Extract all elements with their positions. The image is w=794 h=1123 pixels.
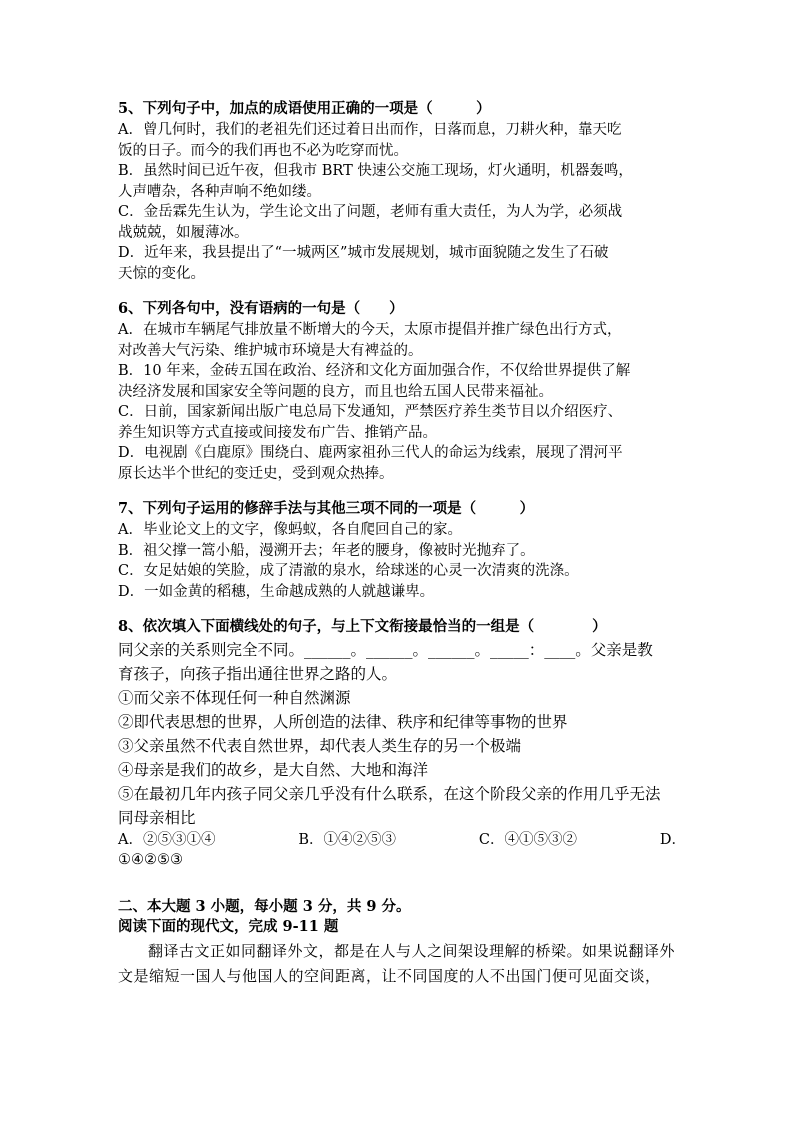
question-line: 育孩子，向孩子指出通往世界之路的人。: [118, 665, 398, 683]
section-heading: 二、本大题 3 小题，每小题 3 分，共 9 分。: [118, 897, 411, 915]
reading-passage: 翻译古文正如同翻译外文，都是在人与人之间架设理解的桥梁。如果说翻译外文是缩短一国人与他国人的空间距离，让不同国度的人不出国门便可见面交谈，: [118, 941, 676, 985]
question-line: 同母亲相比: [118, 809, 196, 827]
option-c: C．④①⑤③②: [478, 832, 577, 848]
answer-options: [118, 830, 686, 850]
option-b: B．①④②⑤③: [298, 832, 396, 848]
question-7: [118, 498, 686, 602]
question-line: ①而父亲不体现任何一种自然渊源: [118, 689, 351, 707]
question-line: A．曾几何时，我们的老祖先们还过着日出而作，日落而息，刀耕火种，靠天吃: [118, 122, 622, 138]
question-line: D．近年来，我县提出了“一城两区”城市发展规划，城市面貌随之发生了石破: [118, 245, 609, 261]
question-line: B．祖父撑一篙小船，漫溯开去；年老的腰身，像被时光抛弃了。: [118, 542, 535, 559]
question-6: [118, 298, 686, 484]
question-line: D．电视剧《白鹿原》围绕白、鹿两家祖孙三代人的命运为线索，展现了渭河平: [118, 445, 623, 461]
question-line: 饭的日子。而今的我们再也不必为吃穿而忧。: [118, 142, 408, 159]
question-title: 7、下列句子运用的修辞手法与其他三项不同的一项是（ ）: [118, 500, 535, 517]
exam-page: [118, 98, 686, 989]
question-8: [118, 616, 686, 871]
question-line: 同父亲的关系则完全不同。______。______。______。_____：____。父亲是教: [118, 641, 653, 659]
option-a: A．②⑤③①④: [118, 832, 216, 848]
question-line: 战兢兢，如履薄冰。: [118, 224, 249, 241]
question-line: C．金岳霖先生认为，学生论文出了问题，老师有重大责任，为人为学，必须战: [118, 204, 623, 220]
question-line: C．日前，国家新闻出版广电总局下发通知，严禁医疗养生类节目以介绍医疗、: [118, 404, 623, 420]
question-line: 人声嘈杂，各种声响不绝如缕。: [118, 183, 321, 200]
section-2: [118, 897, 686, 989]
question-line: 决经济发展和国家安全等问题的良方，而且也给五国人民带来福祉。: [118, 383, 553, 400]
option-d: D．: [659, 832, 686, 848]
question-line: A．在城市车辆尾气排放量不断增大的今天，太原市提倡并推广绿色出行方式，: [118, 322, 622, 338]
section-instruction: 阅读下面的现代文，完成 9-11 题: [118, 917, 339, 935]
question-line: D．一如金黄的稻穗，生命越成熟的人就越谦卑。: [118, 583, 435, 600]
question-line: B．10 年来，金砖五国在政治、经济和文化方面加强合作，不仅给世界提供了解: [118, 363, 631, 379]
question-title: 8、依次填入下面横线处的句子，与上下文衔接最恰当的一组是（ ）: [118, 618, 607, 635]
question-5: [118, 98, 686, 284]
option-d-continued: ①④②⑤③: [118, 852, 183, 868]
question-line: 原长达半个世纪的变迁史，受到观众热捧。: [118, 465, 394, 482]
question-line: ③父亲虽然不代表自然世界，却代表人类生存的另一个极端: [118, 737, 522, 755]
question-line: B．虽然时间已近午夜，但我市 BRT 快速公交施工现场，灯火通明，机器轰鸣，: [118, 163, 633, 179]
question-line: 养生知识等方式直接或间接发布广告、推销产品。: [118, 424, 437, 441]
question-title: 6、下列各句中，没有语病的一句是（ ）: [118, 300, 404, 317]
question-line: ⑤在最初几年内孩子同父亲几乎没有什么联系，在这个阶段父亲的作用几乎无法: [118, 785, 661, 803]
question-line: 天惊的变化。: [118, 265, 205, 282]
question-line: ②即代表思想的世界，人所创造的法律、秩序和纪律等事物的世界: [118, 713, 568, 731]
question-line: ④母亲是我们的故乡，是大自然、大地和海洋: [118, 761, 429, 779]
question-line: 对改善大气污染、维护城市环境是大有裨益的。: [118, 342, 423, 359]
question-title: 5、下列句子中，加点的成语使用正确的一项是（ ）: [118, 100, 491, 117]
question-line: A．毕业论文上的文字，像蚂蚁，各自爬回自己的家。: [118, 522, 462, 538]
question-line: C．女足姑娘的笑脸，成了清澈的泉水，给球迷的心灵一次清爽的洗涤。: [118, 563, 579, 579]
